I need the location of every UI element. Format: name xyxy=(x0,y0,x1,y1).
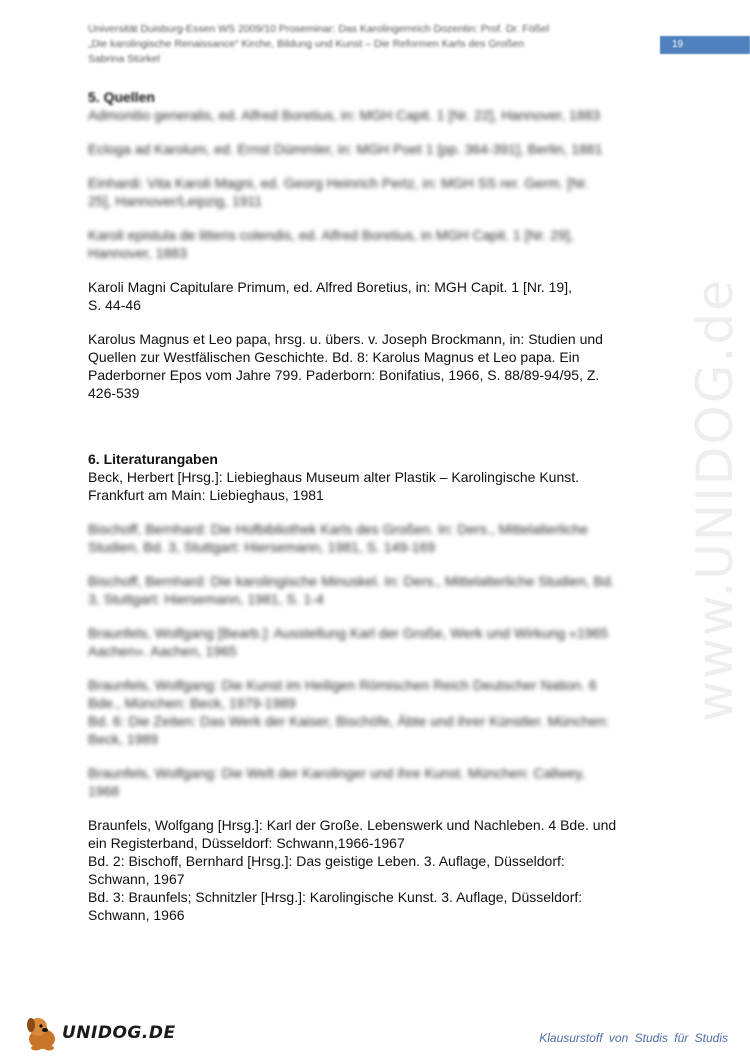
blurred-entry xyxy=(88,572,663,608)
entry-line: Paderborner Epos vom Jahre 799. Paderborn: Bonifatius, 1966, S. 88/89-94/95, Z. xyxy=(88,367,600,383)
entry-line: Admonitio generalis, ed. Alfred Boretius, in: MGH Capit. 1 [Nr. 22], Hannover, 1883 xyxy=(88,107,601,123)
source-entry xyxy=(88,330,663,402)
entry-line: Einhardi: Vita Karoli Magni, ed. Georg Heinrich Pertz, in: MGH SS rer. Germ. [Nr. xyxy=(88,175,589,191)
blurred-entry xyxy=(88,106,663,124)
entry-line: Bischoff, Bernhard: Die Hofbibliothek Karls des Großen. In: Ders., Mittelalterliche xyxy=(88,521,589,537)
entry-line: Bischoff, Bernhard: Die karolingische Minuskel. In: Ders., Mittelalterliche Studien, Bd. xyxy=(88,573,615,589)
blurred-entry xyxy=(88,226,663,262)
blurred-entry xyxy=(88,520,663,556)
document-header xyxy=(88,22,658,67)
entry-line: Aachen». Aachen, 1965 xyxy=(88,643,237,659)
entry-line: 1968 xyxy=(88,783,120,799)
header-line: Sabrina Stürkel xyxy=(88,53,160,65)
entry-line: Braunfels, Wolfgang: Die Kunst im Heiligen Römischen Reich Deutscher Nation. 6 xyxy=(88,677,597,693)
dog-icon xyxy=(22,1015,62,1051)
blurred-entry xyxy=(88,764,663,800)
entry-line: Braunfels, Wolfgang [Bearb.]: Ausstellung Karl der Große, Werk und Wirkung «1965 xyxy=(88,625,609,641)
footer-tagline: Klausurstoff von Studis für Studis xyxy=(539,1031,728,1045)
entry-line: S. 44-46 xyxy=(88,297,141,313)
header-line: „Die karolingische Renaissance“ Kirche, Bildung und Kunst – Die Reformen Karls des Großen xyxy=(88,38,524,50)
literature-entry xyxy=(88,816,663,924)
entry-line: Bd. 2: Bischoff, Bernhard [Hrsg.]: Das geistige Leben. 3. Auflage, Düsseldorf: xyxy=(88,853,565,869)
entry-line: Bde., München: Beck, 1979-1989 xyxy=(88,695,296,711)
entry-line: Studien, Bd. 3, Stuttgart: Hiersemann, 1981, S. 149-169 xyxy=(88,539,436,555)
blurred-entry xyxy=(88,676,663,748)
entry-line: Hannover, 1883 xyxy=(88,245,187,261)
blurred-entry xyxy=(88,624,663,660)
entry-line: 3, Stuttgart: Hiersemann, 1981, S. 1-4 xyxy=(88,591,324,607)
entry-line: Karoli epistula de litteris colendis, ed. Alfred Boretius, in MGH Capit. 1 [Nr. 29], xyxy=(88,227,574,243)
section-heading-literature: 6. Literaturangaben xyxy=(88,451,218,467)
header-line: Universität Duisburg-Essen WS 2009/10 Proseminar: Das Karolingerreich Dozentin: Prof. Dr. Fößel xyxy=(88,23,550,35)
entry-line: Beck, Herbert [Hrsg.]: Liebieghaus Museum alter Plastik – Karolingische Kunst. xyxy=(88,469,580,485)
watermark: www.UNIDOG.de xyxy=(686,278,744,722)
entry-line: Frankfurt am Main: Liebieghaus, 1981 xyxy=(88,487,324,503)
entry-line: Bd. 6: Die Zeiten: Das Werk der Kaiser, Bischöfe, Äbte und ihrer Künstler. München: xyxy=(88,713,610,729)
page-number-badge: 19 xyxy=(660,36,750,54)
blurred-entry xyxy=(88,140,663,158)
entry-line: Braunfels, Wolfgang: Die Welt der Karolinger und ihre Kunst. München: Callwey, xyxy=(88,765,586,781)
literature-entry xyxy=(88,468,663,504)
section-heading-sources: 5. Quellen xyxy=(88,89,155,105)
unidog-logo-link[interactable] xyxy=(18,1013,176,1053)
entry-line: Karoli Magni Capitulare Primum, ed. Alfred Boretius, in: MGH Capit. 1 [Nr. 19], xyxy=(88,279,572,295)
document-body xyxy=(88,88,663,940)
entry-line: Karolus Magnus et Leo papa, hrsg. u. übers. v. Joseph Brockmann, in: Studien und xyxy=(88,331,603,347)
entry-line: ein Registerband, Düsseldorf: Schwann,1966-1967 xyxy=(88,835,405,851)
entry-line: 25], Hannover/Leipzig, 1911 xyxy=(88,193,263,209)
entry-line: Schwann, 1967 xyxy=(88,871,185,887)
entry-line: Bd. 3: Braunfels; Schnitzler [Hrsg.]: Karolingische Kunst. 3. Auflage, Düsseldorf: xyxy=(88,889,583,905)
entry-line: Schwann, 1966 xyxy=(88,907,185,923)
blurred-entry xyxy=(88,174,663,210)
entry-line: Ecloga ad Karolum, ed. Ernst Dümmler, in: MGH Poet 1 [pp. 364-391], Berlin, 1881 xyxy=(88,141,603,157)
entry-line: Braunfels, Wolfgang [Hrsg.]: Karl der Große. Lebenswerk und Nachleben. 4 Bde. und xyxy=(88,817,617,833)
entry-line: Quellen zur Westfälischen Geschichte. Bd. 8: Karolus Magnus et Leo papa. Ein xyxy=(88,349,580,365)
source-entry xyxy=(88,278,663,314)
entry-line: 426-539 xyxy=(88,385,140,401)
entry-line: Beck, 1989 xyxy=(88,731,159,747)
logo-text: UNIDOG.DE xyxy=(62,1023,176,1043)
